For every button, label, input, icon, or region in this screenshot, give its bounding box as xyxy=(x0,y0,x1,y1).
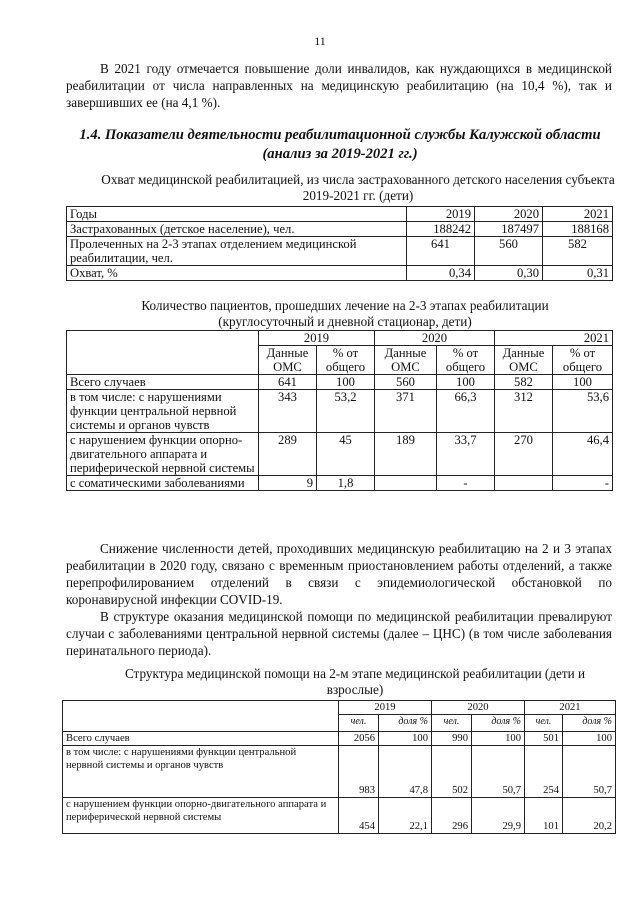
row-label: в том числе: с нарушениями функции центральной нервной системы и органов чувств xyxy=(67,390,259,433)
table-cell: 50,7 xyxy=(472,746,525,798)
table-cell: 101 xyxy=(525,798,563,834)
table-cell: 47,8 xyxy=(379,746,432,798)
paragraph-covid: Снижение численности детей, проходивших медицинскую реабилитацию на 2 и 3 этапах реабилитации в 2020 году, связано с временным приостановлением работы отделений, а также перепрофилированием отделений в связи с эпидемиологической обстановкой по коронавирусной инфекции COVID-19. xyxy=(66,541,612,607)
table-cell: 66,3 xyxy=(437,390,495,433)
table-cell: 46,4 xyxy=(553,433,613,476)
table3-caption: Структура медицинской помощи на 2-м этапе медицинской реабилитации (дети и взрослые) xyxy=(124,666,586,697)
table-cell: 560 xyxy=(375,375,437,390)
table-row xyxy=(67,390,613,433)
intro-paragraph: В 2021 году отмечается повышение доли инвалидов, как нуждающихся в медицинской реабилитации от числа направленных на медицинскую реабилитацию (на 10,4 %), так и завершивших ее (на 4,1 %). xyxy=(66,61,612,110)
table-cell: 9 xyxy=(259,476,317,491)
subheader-cell: чел. xyxy=(525,715,563,732)
table-row xyxy=(63,746,616,798)
table-cell: 289 xyxy=(259,433,317,476)
year-header: 2021 xyxy=(495,331,613,346)
table-cell: 641 xyxy=(259,375,317,390)
table-cell: 187497 xyxy=(475,222,543,237)
table-cell: 0,34 xyxy=(407,266,475,281)
table-cell: 0,30 xyxy=(475,266,543,281)
row-label: в том числе: с нарушениями функции центральной нервной системы и органов чувств xyxy=(63,746,339,798)
table1-caption: Охват медицинской реабилитацией, из числа застрахованного детского населения субъекта 2019-2021 гг. (дети) xyxy=(101,172,615,203)
table-cell: 188242 xyxy=(407,222,475,237)
table-cell xyxy=(375,476,437,491)
subheader-cell: чел. xyxy=(432,715,472,732)
table-row xyxy=(67,433,613,476)
table-cell: 312 xyxy=(495,390,553,433)
subheader-cell: Данные ОМС xyxy=(259,346,317,375)
subheader-cell: доля % xyxy=(563,715,616,732)
row-label: Всего случаев xyxy=(63,732,339,746)
year-header: 2019 xyxy=(339,701,432,715)
table-cell: 501 xyxy=(525,732,563,746)
table-cell: 33,7 xyxy=(437,433,495,476)
subheader-cell: % от общего xyxy=(553,346,613,375)
row-label: Всего случаев xyxy=(67,375,259,390)
year-header: 2019 xyxy=(259,331,375,346)
patients-table xyxy=(66,330,613,491)
subheader-cell: % от общего xyxy=(437,346,495,375)
header-cell: 2021 xyxy=(543,207,613,222)
table-cell: 582 xyxy=(495,375,553,390)
table-row xyxy=(67,375,613,390)
subheader-cell: доля % xyxy=(472,715,525,732)
table-row xyxy=(67,222,613,237)
header-cell xyxy=(63,701,339,732)
table-row xyxy=(67,476,613,491)
page-number: 11 xyxy=(314,34,326,48)
header-cell xyxy=(67,331,259,375)
table-row xyxy=(67,237,613,266)
row-label: Пролеченных на 2-3 этапах отделением медицинской реабилитации, чел. xyxy=(67,237,407,266)
table-cell: 0,31 xyxy=(543,266,613,281)
header-cell: 2020 xyxy=(475,207,543,222)
table-cell: 343 xyxy=(259,390,317,433)
table-cell: 100 xyxy=(553,375,613,390)
table-row xyxy=(63,798,616,834)
table-cell: 454 xyxy=(339,798,379,834)
year-header: 2020 xyxy=(375,331,495,346)
table-cell xyxy=(495,476,553,491)
row-label: Застрахованных (детское население), чел. xyxy=(67,222,407,237)
table-cell: 22,1 xyxy=(379,798,432,834)
table-cell: - xyxy=(437,476,495,491)
table-cell: 188168 xyxy=(543,222,613,237)
subheader-cell: чел. xyxy=(339,715,379,732)
table2-caption: Количество пациентов, прошедших лечение на 2-3 этапах реабилитации (круглосуточный и дневной стационар, дети) xyxy=(141,298,549,329)
table-row xyxy=(67,266,613,281)
table-cell: 100 xyxy=(317,375,375,390)
structure-table xyxy=(62,700,616,834)
table-cell: 2056 xyxy=(339,732,379,746)
table-cell: 1,8 xyxy=(317,476,375,491)
table-cell: 983 xyxy=(339,746,379,798)
row-label: с нарушением функции опорно-двигательного аппарата и периферической нервной системы xyxy=(63,798,339,834)
table-cell: 582 xyxy=(543,237,613,266)
table-cell: 50,7 xyxy=(563,746,616,798)
row-label: с соматическими заболеваниями xyxy=(67,476,259,491)
coverage-table xyxy=(66,206,613,281)
subheader-cell: доля % xyxy=(379,715,432,732)
table-cell: - xyxy=(553,476,613,491)
table-cell: 100 xyxy=(379,732,432,746)
table-cell: 270 xyxy=(495,433,553,476)
table-cell: 20,2 xyxy=(563,798,616,834)
table-cell: 560 xyxy=(475,237,543,266)
header-cell: 2019 xyxy=(407,207,475,222)
subheader-cell: Данные ОМС xyxy=(375,346,437,375)
table-cell: 29,9 xyxy=(472,798,525,834)
section-heading: 1.4. Показатели деятельности реабилитационной службы Калужской области (анализ за 2019-2021 гг.) xyxy=(79,127,601,162)
table-cell: 371 xyxy=(375,390,437,433)
subheader-cell: Данные ОМС xyxy=(495,346,553,375)
table-cell: 296 xyxy=(432,798,472,834)
table-row xyxy=(63,732,616,746)
table-header-row xyxy=(63,701,616,715)
table-cell: 641 xyxy=(407,237,475,266)
subheader-cell: % от общего xyxy=(317,346,375,375)
table-cell: 100 xyxy=(563,732,616,746)
year-header: 2020 xyxy=(432,701,525,715)
table-cell: 502 xyxy=(432,746,472,798)
header-cell: Годы xyxy=(67,207,407,222)
table-cell: 45 xyxy=(317,433,375,476)
table-cell: 53,2 xyxy=(317,390,375,433)
table-cell: 990 xyxy=(432,732,472,746)
paragraph-cns: В структуре оказания медицинской помощи по медицинской реабилитации превалируют случаи с заболеваниями центральной нервной системы (далее – ЦНС) (в том числе заболевания перинатального периода). xyxy=(66,609,612,658)
table-cell: 100 xyxy=(472,732,525,746)
table-cell: 254 xyxy=(525,746,563,798)
row-label: с нарушением функции опорно-двигательного аппарата и периферической нервной системы xyxy=(67,433,259,476)
row-label: Охват, % xyxy=(67,266,407,281)
table-header-row xyxy=(67,207,613,222)
table-cell: 100 xyxy=(437,375,495,390)
table-header-row xyxy=(67,331,613,346)
table-cell: 189 xyxy=(375,433,437,476)
year-header: 2021 xyxy=(525,701,616,715)
table-cell: 53,6 xyxy=(553,390,613,433)
